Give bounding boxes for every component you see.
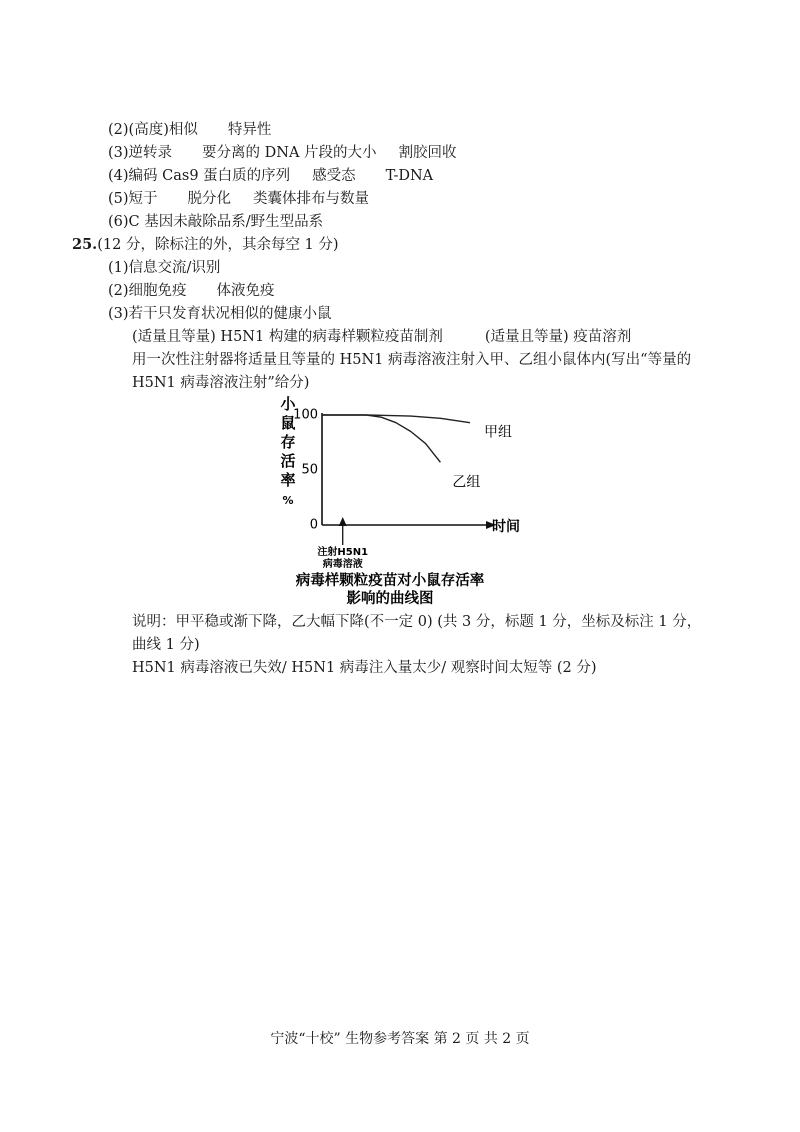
y-tick-0: 0 — [309, 517, 318, 533]
q25-item1: (1)信息交流/识别 — [108, 260, 221, 276]
q25-item2: (2)细胞免疫 体液免疫 — [108, 283, 275, 299]
q25-item3-procedure-cont: H5N1 病毒溶液注射”给分) — [132, 375, 310, 391]
injection-label-line1: 注射H5N1 — [317, 547, 369, 558]
y-label-char: 存 — [280, 433, 296, 451]
failure-reasons: H5N1 病毒溶液已失效/ H5N1 病毒注入量太少/ 观察时间太短等 (2 分) — [132, 660, 597, 676]
q24-item3: (3)逆转录 要分离的 DNA 片段的大小 割胶回收 — [108, 145, 457, 161]
y-label-char: 率 — [280, 471, 296, 489]
series-label-jia: 甲组 — [484, 424, 512, 441]
scoring-note: 说明：甲平稳或渐下降，乙大幅下降(不一定 0) (共 3 分，标题 1 分，坐标及标注 1 分， — [132, 614, 702, 630]
series-line-0 — [322, 415, 470, 423]
q25-item3-groups: (适量且等量) H5N1 构建的病毒样颗粒疫苗制剂 (适量且等量) 疫苗溶剂 — [132, 329, 632, 345]
y-label-char: 小 — [280, 395, 296, 413]
q24-item6: (6)C 基因未敲除品系/野生型品系 — [108, 214, 324, 230]
y-tick-50: 50 — [301, 462, 318, 478]
series-label-yi: 乙组 — [452, 474, 481, 491]
question-number: 25. — [72, 236, 98, 253]
q25-item3: (3)若干只发育状况相似的健康小鼠 — [108, 306, 332, 322]
y-label-char: 活 — [280, 452, 296, 470]
page-footer: 宁波“十校” 生物参考答案 第 2 页 共 2 页 — [270, 1031, 530, 1047]
injection-arrowhead — [339, 517, 347, 526]
y-tick-100: 100 — [293, 407, 318, 423]
q24-item2: (2)(高度)相似 特异性 — [108, 122, 272, 138]
survival-rate-chart — [240, 395, 580, 610]
injection-label-line2: 病毒溶液 — [322, 559, 363, 570]
y-label-char: % — [282, 494, 294, 507]
series-lines — [322, 415, 470, 462]
q25-header: 25.(12 分，除标注的外，其余每空 1 分) — [72, 236, 339, 253]
q24-item4: (4)编码 Cas9 蛋白质的序列 感受态 T-DNA — [108, 168, 434, 184]
scoring-note-cont: 曲线 1 分) — [132, 637, 200, 653]
x-axis-label: 时间 — [492, 519, 520, 535]
q25-item3-procedure: 用一次性注射器将适量且等量的 H5N1 病毒溶液注射入甲、乙组小鼠体内(写出“等量的 — [132, 352, 692, 368]
chart-title-line2: 影响的曲线图 — [346, 591, 434, 607]
y-label-char: 鼠 — [280, 414, 296, 432]
series-line-1 — [322, 415, 440, 462]
chart-title: 病毒样颗粒疫苗对小鼠存活率 — [295, 573, 485, 589]
q24-item5: (5)短于 脱分化 类囊体排布与数量 — [108, 191, 370, 207]
